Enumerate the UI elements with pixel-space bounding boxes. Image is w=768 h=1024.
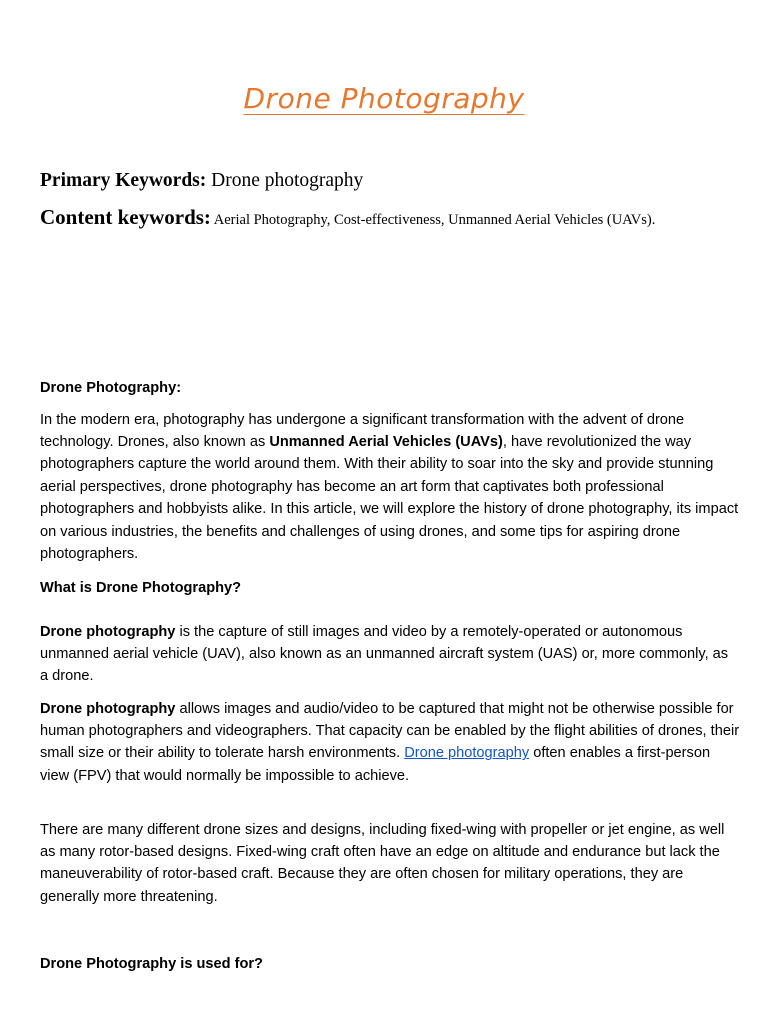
intro-paragraph: In the modern era, photography has undergone a significant transformation with the advent of drone technology. Drones, also known as Unmanned Aerial Vehicles (UAVs), have revolutionized the way photographers capture the world around them. With their ability to soar into the sky and provide stunning aerial perspectives, drone photography has become an art form that captivates both professional photographers and hobbyists alike. In this article, we will explore the history of drone photography, its impact on various industries, the benefits and challenges of using drones, and some tips for aspiring drone photographers. bbox=[40, 411, 739, 563]
primary-keywords bbox=[40, 170, 740, 192]
content-keywords-label: Content keywords: bbox=[40, 205, 211, 229]
drone-photography-link[interactable]: Drone photography bbox=[404, 745, 530, 762]
designs-paragraph: There are many different drone sizes and designs, including fixed-wing with propeller or jet engine, as well as many rotor-based designs. Fixed-wing craft often have an edge on altitude and endurance but lack the maneuverability of rotor-based craft. Because they are often chosen for military operations, they are generally more threatening. bbox=[40, 821, 725, 905]
document-title: Drone Photography bbox=[243, 82, 525, 115]
primary-keywords-value: Drone photography bbox=[211, 170, 364, 191]
primary-keywords-label: Primary Keywords: bbox=[40, 170, 207, 191]
content-keywords-value: Aerial Photography, Cost-effectiveness, Unmanned Aerial Vehicles (UAVs). bbox=[213, 212, 656, 228]
section-heading-used-for: Drone Photography is used for? bbox=[40, 955, 263, 972]
definition-paragraph: Drone photography is the capture of still images and video by a remotely-operated or autonomous unmanned aerial vehicle (UAV), also known as an unmanned aircraft system (UAS) or, more commonly, as a drone. bbox=[40, 623, 729, 685]
section-heading-what-is: What is Drone Photography? bbox=[40, 579, 242, 596]
capability-paragraph: Drone photography allows images and audio/video to be captured that might not be otherwise possible for human photographers and videographers. That capacity can be enabled by the flight abilities of drones, their small size or their ability to tolerate harsh environments. Drone photography often enables a first-person view (FPV) that would normally be impossible to achieve. bbox=[40, 700, 740, 784]
content-keywords bbox=[40, 207, 740, 230]
section-heading-drone-photography: Drone Photography: bbox=[40, 379, 182, 396]
